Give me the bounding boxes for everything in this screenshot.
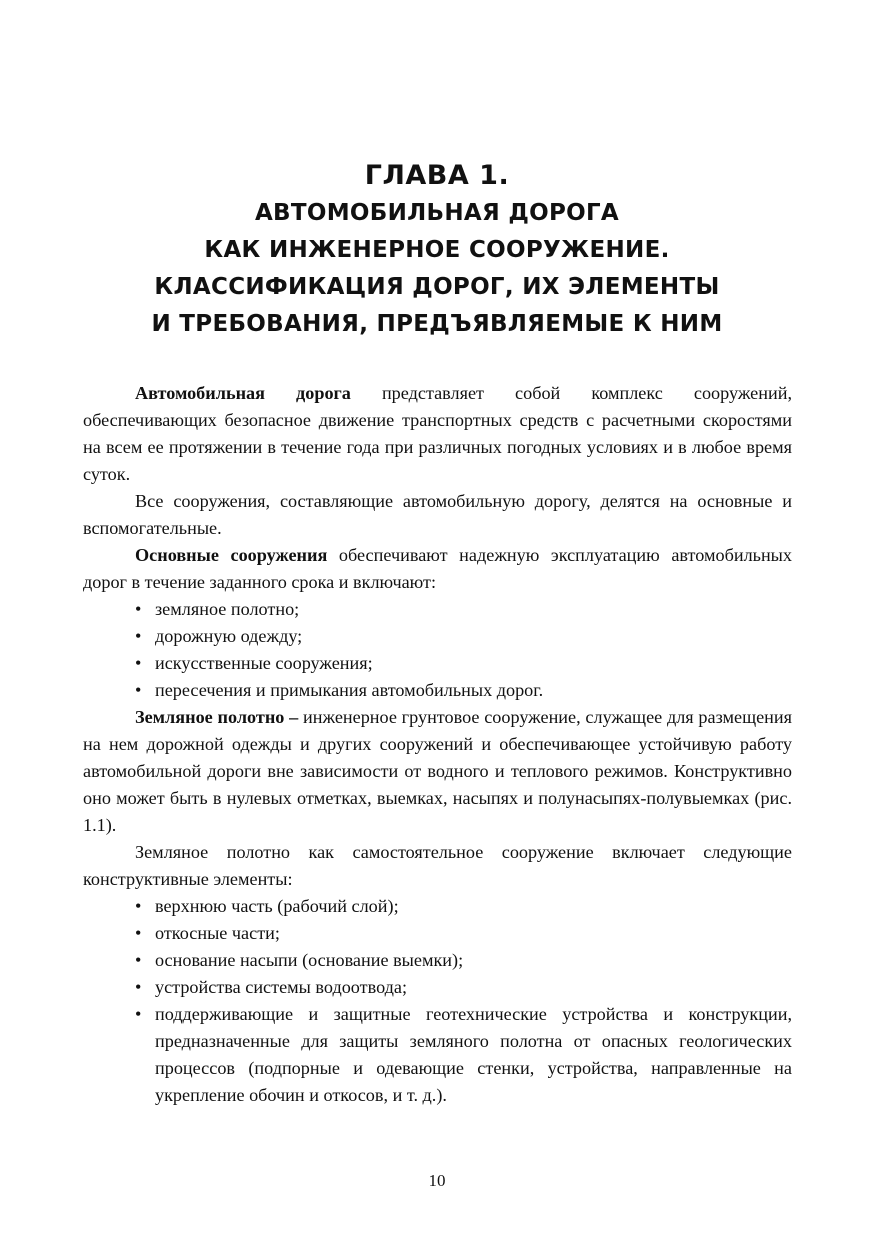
list-item bbox=[135, 650, 792, 677]
page-number: 10 bbox=[428, 1171, 446, 1190]
paragraph-road-definition bbox=[83, 380, 792, 488]
body-text bbox=[83, 380, 792, 1109]
list-item-text: устройства системы водоотвода; bbox=[155, 977, 408, 997]
paragraph-text: представляет собой комплекс сооружений, обеспечивающих безопасное движение транспортных средств с расчетными скоростями на всем ее протяжении в течение года при различных погодных условиях и в любое время суток. bbox=[83, 383, 792, 484]
list-item bbox=[135, 1001, 792, 1109]
paragraph-main-structures bbox=[83, 542, 792, 596]
list-item-text: пересечения и примыкания автомобильных дорог. bbox=[155, 680, 544, 700]
term-road: Автомобильная дорога bbox=[135, 383, 351, 403]
list-item bbox=[135, 623, 792, 650]
bullet-icon: • bbox=[135, 599, 142, 619]
list-item-text: откосные части; bbox=[155, 923, 280, 943]
bullet-icon: • bbox=[135, 950, 142, 970]
chapter-title-line-2: КАК ИНЖЕНЕРНОЕ СООРУЖЕНИЕ. bbox=[204, 237, 670, 263]
list-item-text: дорожную одежду; bbox=[155, 626, 303, 646]
chapter-title-line-1: АВТОМОБИЛЬНАЯ ДОРОГА bbox=[254, 200, 620, 226]
paragraph-subgrade-definition bbox=[83, 704, 792, 839]
paragraph-text: обеспечивают надежную эксплуатацию автомобильных дорог в течение заданного срока и включают: bbox=[83, 545, 792, 592]
list-item bbox=[135, 596, 792, 623]
chapter-number: ГЛАВА 1. bbox=[364, 160, 510, 191]
bullet-icon: • bbox=[135, 896, 142, 916]
list-item-text: верхнюю часть (рабочий слой); bbox=[155, 896, 399, 916]
chapter-title-line-3: КЛАССИФИКАЦИЯ ДОРОГ, ИХ ЭЛЕМЕНТЫ bbox=[154, 274, 720, 300]
term-subgrade: Земляное полотно – bbox=[135, 707, 299, 727]
list-item bbox=[135, 677, 792, 704]
bullet-icon: • bbox=[135, 923, 142, 943]
paragraph-subgrade-elements bbox=[83, 839, 792, 893]
list-item-text: искусственные сооружения; bbox=[155, 653, 373, 673]
bullet-icon: • bbox=[135, 653, 142, 673]
paragraph-structures-division bbox=[83, 488, 792, 542]
chapter-title bbox=[60, 157, 814, 343]
chapter-title-line-4: И ТРЕБОВАНИЯ, ПРЕДЪЯВЛЯЕМЫЕ К НИМ bbox=[151, 311, 723, 337]
list-item bbox=[135, 920, 792, 947]
paragraph-text: Все сооружения, составляющие автомобильную дорогу, делятся на основные и вспомогательные. bbox=[83, 491, 792, 538]
main-structures-list bbox=[83, 596, 792, 704]
bullet-icon: • bbox=[135, 626, 142, 646]
subgrade-elements-list bbox=[83, 893, 792, 1109]
list-item bbox=[135, 893, 792, 920]
list-item bbox=[135, 974, 792, 1001]
paragraph-text: Земляное полотно как самостоятельное сооружение включает следующие конструктивные элементы: bbox=[83, 842, 792, 889]
paragraph-text: инженерное грунтовое сооружение, служащее для размещения на нем дорожной одежды и других сооружений и обеспечивающее устойчивую работу автомобильной дороги вне зависимости от водного и теплового режимов. Конструктивно оно может быть в нулевых отметках, выемках, насыпях и полунасыпях-полувыемках (рис. 1.1). bbox=[83, 707, 793, 835]
bullet-icon: • bbox=[135, 680, 142, 700]
bullet-icon: • bbox=[135, 977, 142, 997]
bullet-icon: • bbox=[135, 1004, 142, 1024]
list-item-text: земляное полотно; bbox=[155, 599, 300, 619]
list-item-text: основание насыпи (основание выемки); bbox=[155, 950, 464, 970]
list-item bbox=[135, 947, 792, 974]
list-item-text: поддерживающие и защитные геотехнические устройства и конструкции, предназначенные для защиты земляного полотна от опасных геологических процессов (подпорные и одевающие стенки, устройства, направленные на укрепление обочин и откосов, и т. д.). bbox=[155, 1004, 792, 1105]
term-main-structures: Основные сооружения bbox=[135, 545, 328, 565]
